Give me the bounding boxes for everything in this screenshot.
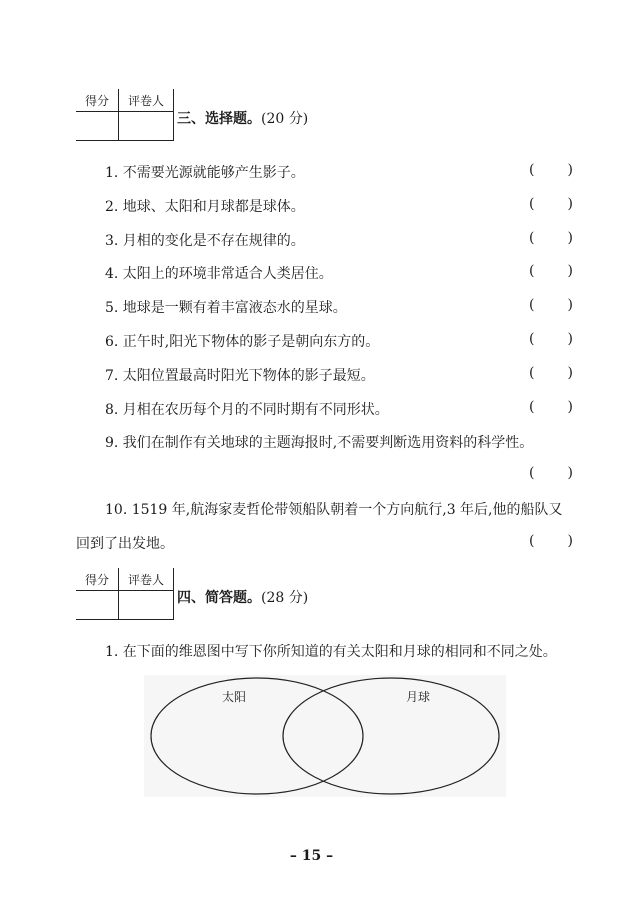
venn-diagram	[144, 675, 506, 797]
question-4: 4. 太阳上的环境非常适合人类居住。	[105, 266, 333, 282]
answer-blank-6[interactable]: ( )	[529, 331, 573, 347]
answer-blank-1[interactable]: ( )	[529, 162, 573, 178]
question-8: 8. 月相在农历每个月的不同时期有不同形状。	[105, 402, 389, 418]
answer-blank-8[interactable]: ( )	[529, 399, 573, 415]
section3-title	[177, 108, 308, 128]
answer-blank-2[interactable]: ( )	[529, 196, 573, 212]
score-box-section4	[76, 568, 174, 620]
answer-blank-9[interactable]: ( )	[529, 465, 573, 481]
question-5: 5. 地球是一颗有着丰富液态水的星球。	[105, 300, 347, 316]
score-cell[interactable]	[76, 112, 119, 141]
page-number: – 15 –	[289, 848, 334, 864]
question-10-continued: 回到了出发地。	[76, 536, 174, 552]
venn-label-sun: 太阳	[222, 690, 247, 704]
answer-blank-4[interactable]: ( )	[529, 263, 573, 279]
section4-title-text: 四、简答题。	[177, 590, 261, 606]
question-7: 7. 太阳位置最高时阳光下物体的影子最短。	[105, 368, 375, 384]
answer-blank-7[interactable]: ( )	[529, 365, 573, 381]
answer-blank-10[interactable]: ( )	[529, 533, 573, 549]
question-3: 3. 月相的变化是不存在规律的。	[105, 233, 305, 249]
venn-svg	[144, 675, 506, 797]
section3-points: (20 分)	[261, 111, 309, 127]
score-cell[interactable]	[76, 591, 119, 620]
grader-label: 评卷人	[119, 89, 174, 112]
question-1: 1. 不需要光源就能够产生影子。	[105, 165, 305, 181]
grader-cell[interactable]	[119, 112, 174, 141]
score-label: 得分	[76, 89, 119, 112]
venn-label-moon: 月球	[406, 690, 431, 704]
question-10: 10. 1519 年,航海家麦哲伦带领船队朝着一个方向航行,3 年后,他的船队又	[105, 502, 563, 518]
section4-points: (28 分)	[261, 590, 309, 606]
venn-circle-sun[interactable]	[151, 678, 363, 794]
question-9: 9. 我们在制作有关地球的主题海报时,不需要判断选用资料的科学性。	[105, 435, 534, 451]
venn-circle-moon[interactable]	[283, 678, 499, 794]
question-6: 6. 正午时,阳光下物体的影子是朝向东方的。	[105, 334, 380, 350]
grader-label: 评卷人	[119, 568, 174, 591]
answer-blank-3[interactable]: ( )	[529, 230, 573, 246]
answer-blank-5[interactable]: ( )	[529, 297, 573, 313]
question-2: 2. 地球、太阳和月球都是球体。	[105, 199, 305, 215]
section4-question-1: 1. 在下面的维恩图中写下你所知道的有关太阳和月球的相同和不同之处。	[105, 644, 557, 660]
section3-title-text: 三、选择题。	[177, 111, 261, 127]
grader-cell[interactable]	[119, 591, 174, 620]
score-label: 得分	[76, 568, 119, 591]
section4-title	[177, 587, 308, 607]
score-box-section3	[76, 89, 174, 141]
